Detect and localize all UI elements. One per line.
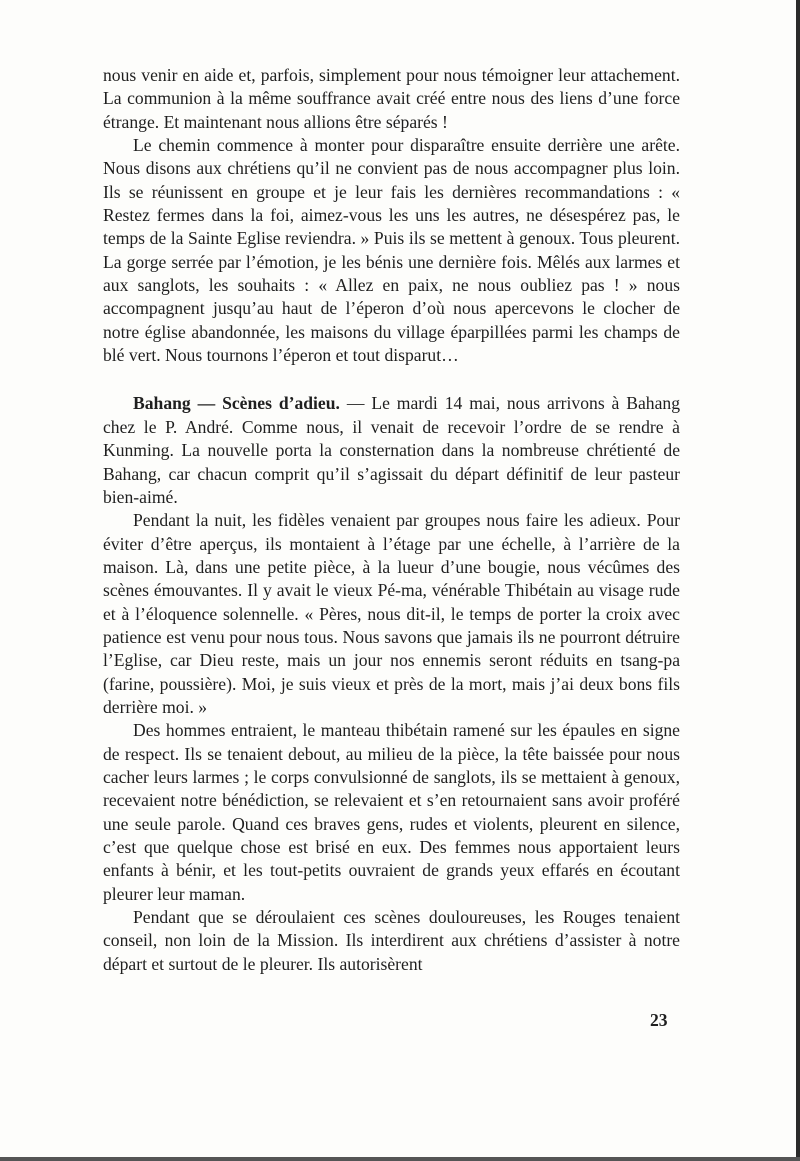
scan-edge-bottom xyxy=(0,1157,800,1161)
paragraph-hommes: Des hommes entraient, le manteau thibétain ramené sur les épaules en signe de respect. Ils se tenaient debout, au milieu de la pièce, la tête baissée pour nous cacher leurs larmes ; le corps convulsionné de sanglots, ils se mettaient à genoux, recevaient notre bénédiction, se relevaient et s’en retournaient sans avoir proféré une seule parole. Quand ces braves gens, rudes et violents, pleurent en silence, c’est que quelque chose est brisé en eux. Des femmes nous apportaient leurs enfants à bénir, et les tout-petits ouvraient de grands yeux effarés en écoutant pleurer leur maman. xyxy=(103,720,680,904)
paragraph-chemin: Le chemin commence à monter pour disparaître ensuite derrière une arête. Nous disons aux chrétiens qu’il ne convient pas de nous accompagner plus loin. Ils se réunissent en groupe et je leur fais les dernières recommandations : « Restez fermes dans la foi, aimez-vous les uns les autres, ne désespérez pas, le temps de la Sainte Eglise reviendra. » Puis ils se mettent à genoux. Tous pleurent. La gorge serrée par l’émotion, je les bénis une dernière fois. Mêlés aux larmes et aux sanglots, les souhaits : « Allez en paix, ne nous oubliez pas ! » nous accompagnent jusqu’au haut de l’éperon d’où nous apercevons le clocher de notre église abandonnée, les maisons du village éparpillées parmi les champs de blé vert. Nous tournons l’éperon et tout disparut… xyxy=(103,135,680,366)
paragraph-continued: nous venir en aide et, parfois, simplement pour nous témoigner leur attachement. La communion à la même souffrance avait créé entre nous des liens d’une force étrange. Et maintenant nous allions être séparés ! xyxy=(103,65,680,132)
section-lead-text: — Le mardi 14 mai, nous arrivons à Bahang chez le P. André. Comme nous, il venait de recevoir l’ordre de se rendre à Kunming. La nouvelle porta la consternation dans la nombreuse chrétienté de Bahang, car chacun comprit qu’il s’agissait du départ définitif de leur pasteur bien-aimé. xyxy=(103,393,681,507)
page-number: 23 xyxy=(650,1010,668,1030)
section-heading: Bahang — Scènes d’adieu. xyxy=(133,393,340,414)
section-intro-paragraph xyxy=(103,392,680,509)
scan-edge-right xyxy=(796,0,800,1161)
body-text xyxy=(103,64,680,976)
paragraph-nuit: Pendant la nuit, les fidèles venaient par groupes nous faire les adieux. Pour éviter d’être aperçus, ils montaient à l’étage par une échelle, à l’arrière de la maison. Là, dans une petite pièce, à la lueur d’une bougie, nous vécûmes des scènes émouvantes. Il y avait le vieux Pé-ma, vénérable Thibétain au visage rude et à l’éloquence solennelle. « Pères, nous dit-il, le temps de porter la croix avec patience est venu pour nous tous. Nous savons que jamais ils ne pourront détruire l’Eglise, car Dieu reste, mais un jour nos ennemis seront réduits en tsang-pa (farine, poussière). Moi, je suis vieux et près de la mort, mais j’ai deux bons fils derrière moi. » xyxy=(103,510,680,717)
paragraph-rouges: Pendant que se déroulaient ces scènes douloureuses, les Rouges tenaient conseil, non loin de la Mission. Ils interdirent aux chrétiens d’assister à notre départ et surtout de le pleurer. Ils autorisèrent xyxy=(103,907,680,974)
